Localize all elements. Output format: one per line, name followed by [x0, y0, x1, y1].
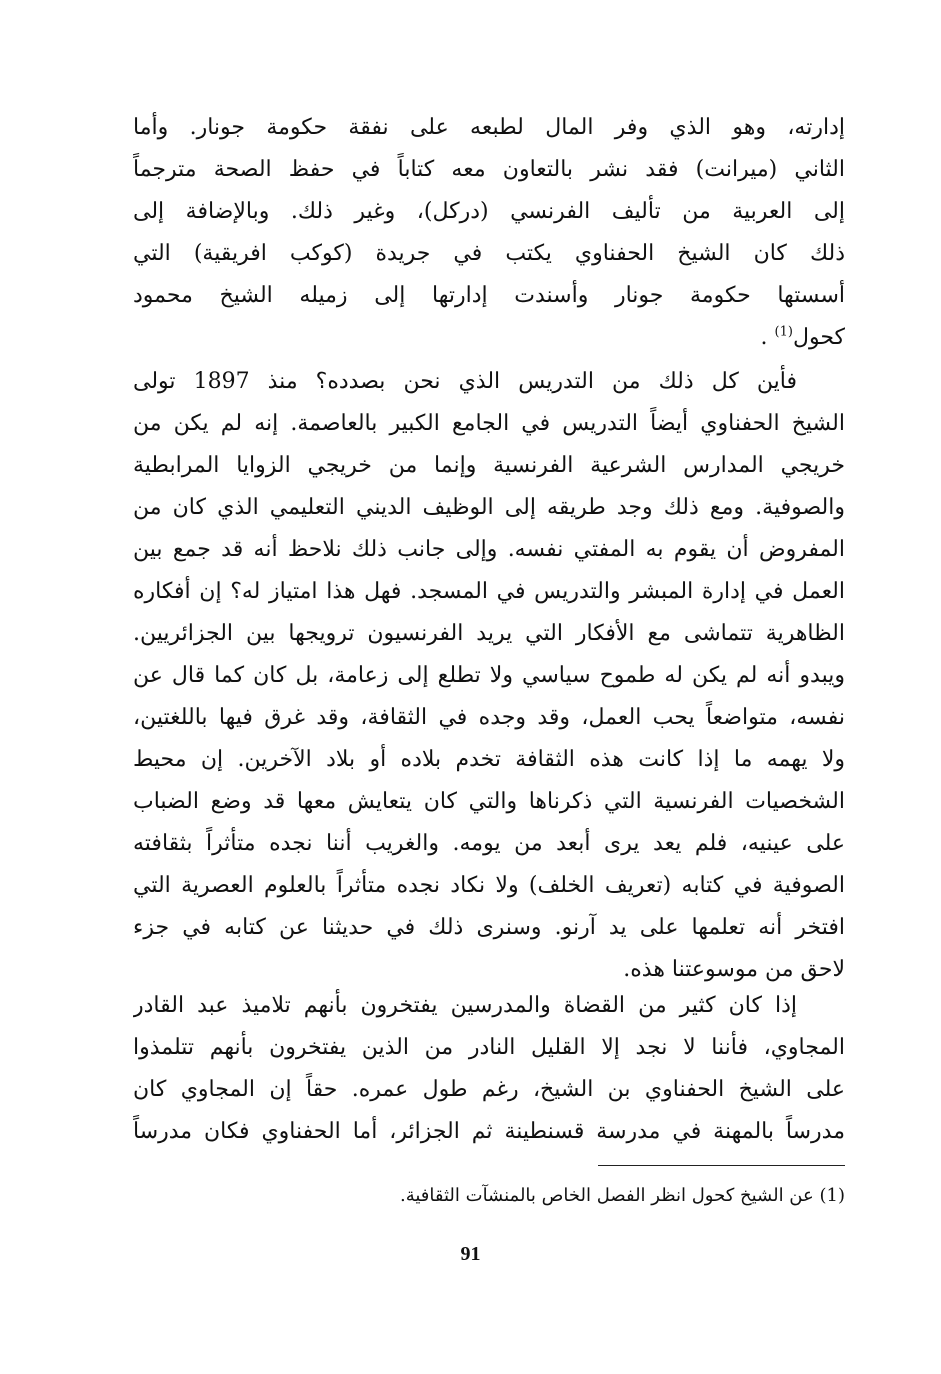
text-line: على عينيه، فلم يعد يرى أبعد من يومه. والغريب أننا نجده متأثراً بثقافته — [133, 831, 845, 856]
text-line: العمل في إدارة المبشر والتدريس في المسجد. فهل هذا امتياز له؟ إن أفكاره — [133, 579, 845, 604]
footnote-marker: (1) — [819, 1185, 845, 1206]
text-line: خريجي المدارس الشرعية الفرنسية وإنما من خريجي الزوايا المرابطية — [133, 453, 845, 478]
text-line: افتخر أنه تعلمها على يد آرنو. وسنرى ذلك في حديثنا عن كتابه في جزء — [133, 915, 845, 940]
text-line: مدرساً بالمهنة في مدرسة قسنطينة ثم الجزائر، أما الحفناوي فكان مدرساً — [133, 1119, 845, 1144]
text-line: المفروض أن يقوم به المفتي نفسه. وإلى جانب ذلك نلاحظ أنه قد جمع بين — [133, 537, 845, 562]
text-line: فأين كل ذلك من التدريس الذي نحن بصدده؟ منذ 1897 تولى — [133, 369, 797, 394]
text-line: ذلك كان الشيخ الحفناوي يكتب في جريدة (كوكب افريقية) التي — [133, 241, 845, 266]
paragraph-1 — [133, 107, 845, 359]
text-line: إذا كان كثير من القضاة والمدرسين يفتخرون بأنهم تلاميذ عبد القادر — [133, 993, 797, 1018]
paragraph-2 — [133, 361, 845, 991]
text-line: الصوفية في كتابه (تعريف الخلف) ولا نكاد نجده متأثراً بالعلوم العصرية التي — [133, 873, 845, 898]
footnote — [300, 1180, 845, 1212]
text-line: ولا يهمه ما إذا كانت هذه الثقافة تخدم بلاده أو بلاد الآخرين. إن محيط — [133, 747, 845, 772]
text-fragment: كحول — [792, 325, 845, 350]
paragraph-3 — [133, 985, 845, 1153]
text-line: إلى العربية من تأليف الفرنسي (دركل)، وغير ذلك. وبالإضافة إلى — [133, 199, 845, 224]
text-line: نفسه، متواضعاً يحب العمل، وقد وجده في الثقافة، وقد غرق فيها باللغتين، — [133, 705, 845, 730]
text-line: المجاوي، فأننا لا نجد إلا القليل النادر من الذين يفتخرون بأنهم تتلمذوا — [133, 1035, 845, 1060]
text-line: لاحق من موسوعتنا هذه. — [623, 957, 845, 982]
text-line: الشخصيات الفرنسية التي ذكرناها والتي كان يتعايش معها قد وضع الضباب — [133, 789, 845, 814]
text-line: على الشيخ الحفناوي بن الشيخ، رغم طول عمره. حقاً إن المجاوي كان — [133, 1077, 845, 1102]
text-line: ويبدو أنه لم يكن له طموح سياسي ولا تطلع إلى زعامة، بل كان كما قال عن — [133, 663, 845, 688]
text-line: الظاهرية تتماشى مع الأفكار التي يريد الفرنسيون ترويجها بين الجزائريين. — [133, 621, 845, 646]
text-line: والصوفية. ومع ذلك وجد طريقه إلى الوظيف الديني التعليمي الذي كان من — [133, 495, 845, 520]
text-line: إدارته، وهو الذي وفر المال لطبعه على نفقة حكومة جونار. وأما — [133, 115, 845, 140]
text-line-with-footnote-ref — [133, 317, 845, 359]
footnote-text: عن الشيخ كحول انظر الفصل الخاص بالمنشآت الثقافية. — [399, 1185, 814, 1206]
text-line: الشيخ الحفناوي أيضاً التدريس في الجامع الكبير بالعاصمة. إنه لم يكن من — [133, 411, 845, 436]
text-line: الثاني (ميرانت) فقد نشر بالتعاون معه كتاباً في حفظ الصحة مترجماً — [133, 157, 845, 182]
footnote-reference: (1) — [774, 324, 793, 340]
footnote-separator — [598, 1165, 845, 1166]
page-number: 91 — [460, 1243, 481, 1265]
text-fragment: . — [760, 325, 768, 350]
text-line: أسستها حكومة جونار وأسندت إدارتها إلى زميله الشيخ محمود — [133, 283, 845, 308]
